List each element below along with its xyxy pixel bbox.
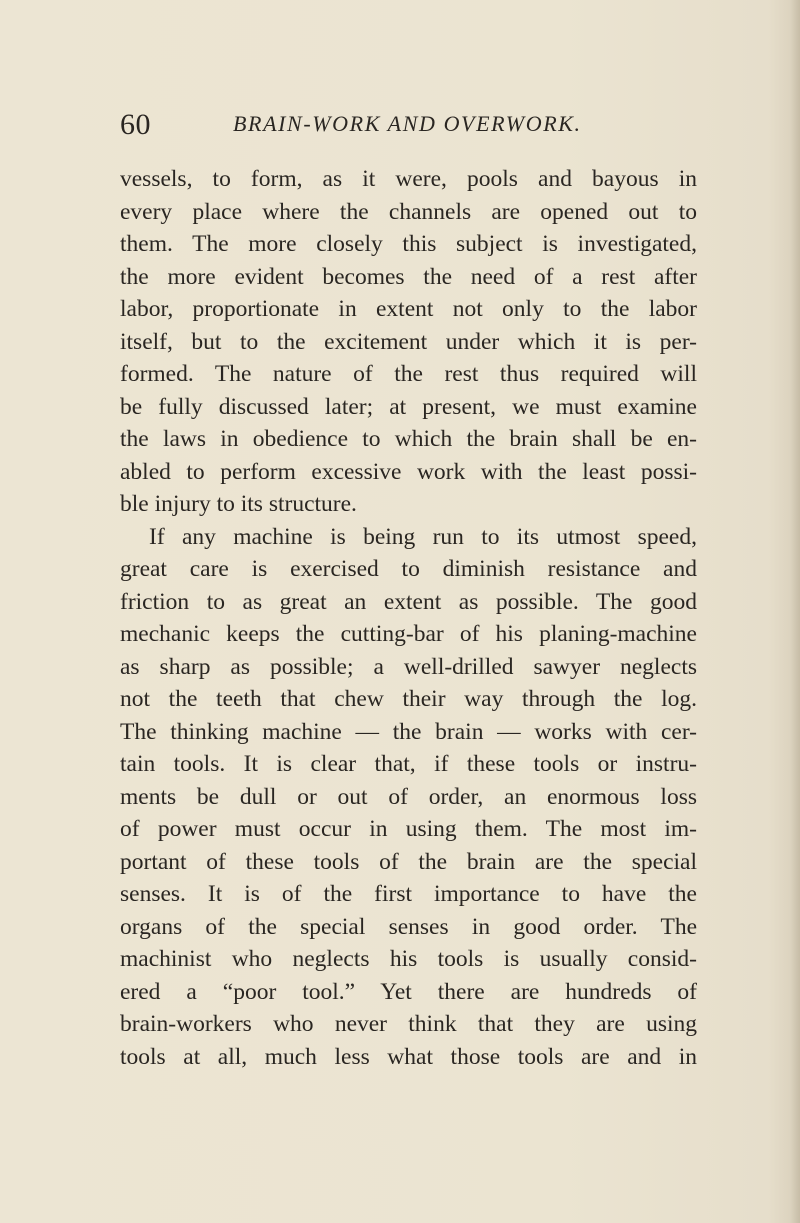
page-number: 60 [120,108,151,141]
text-line-paragraph-end: ble injury to its structure. [120,491,357,517]
text-line: the more evident becomes the need of a rest after [120,263,697,290]
text-line: labor, proportionate in extent not only to the labor [120,296,697,322]
text-line: not the teeth that chew their way through the log. [120,686,697,712]
text-line: mechanic keeps the cutting-bar of his planing-machine [120,621,697,647]
text-line: ments be dull or out of order, an enormous loss [120,783,697,810]
text-line: ered a “poor tool.” Yet there are hundreds of [120,978,697,1005]
text-line: machinist who neglects his tools is usually consid- [120,946,697,972]
text-line-paragraph-start: If any machine is being run to its utmost speed, [149,523,697,550]
text-line: as sharp as possible; a well-drilled sawyer neglects [120,653,697,680]
text-line: of power must occur in using them. The most im- [120,816,697,842]
page-header [120,108,720,148]
text-line: organs of the special senses in good order. The [120,913,697,940]
text-line: the laws in obedience to which the brain shall be en- [120,426,697,452]
body-text [120,163,697,1073]
text-line: great care is exercised to diminish resistance and [120,556,697,582]
text-line: portant of these tools of the brain are the special [120,848,697,875]
text-line: itself, but to the excitement under which it is per- [120,328,697,355]
text-line: tools at all, much less what those tools are and in [120,1043,697,1070]
page-edge-shadow [790,0,800,1223]
text-line: every place where the channels are opened out to [120,198,697,225]
text-line: brain-workers who never think that they are using [120,1011,697,1037]
running-head: BRAIN-WORK AND OVERWORK. [233,111,582,136]
text-line: formed. The nature of the rest thus required will [120,361,697,387]
text-line: be fully discussed later; at present, we must examine [120,393,697,420]
text-line: abled to perform excessive work with the least possi- [120,458,697,485]
text-line: The thinking machine — the brain — works with cer- [120,718,697,745]
text-line: vessels, to form, as it were, pools and bayous in [120,166,697,192]
text-line: tain tools. It is clear that, if these tools or instru- [120,751,697,777]
text-line: senses. It is of the first importance to have the [120,881,697,907]
text-line: friction to as great an extent as possible. The good [120,588,697,615]
text-line: them. The more closely this subject is investigated, [120,231,697,257]
